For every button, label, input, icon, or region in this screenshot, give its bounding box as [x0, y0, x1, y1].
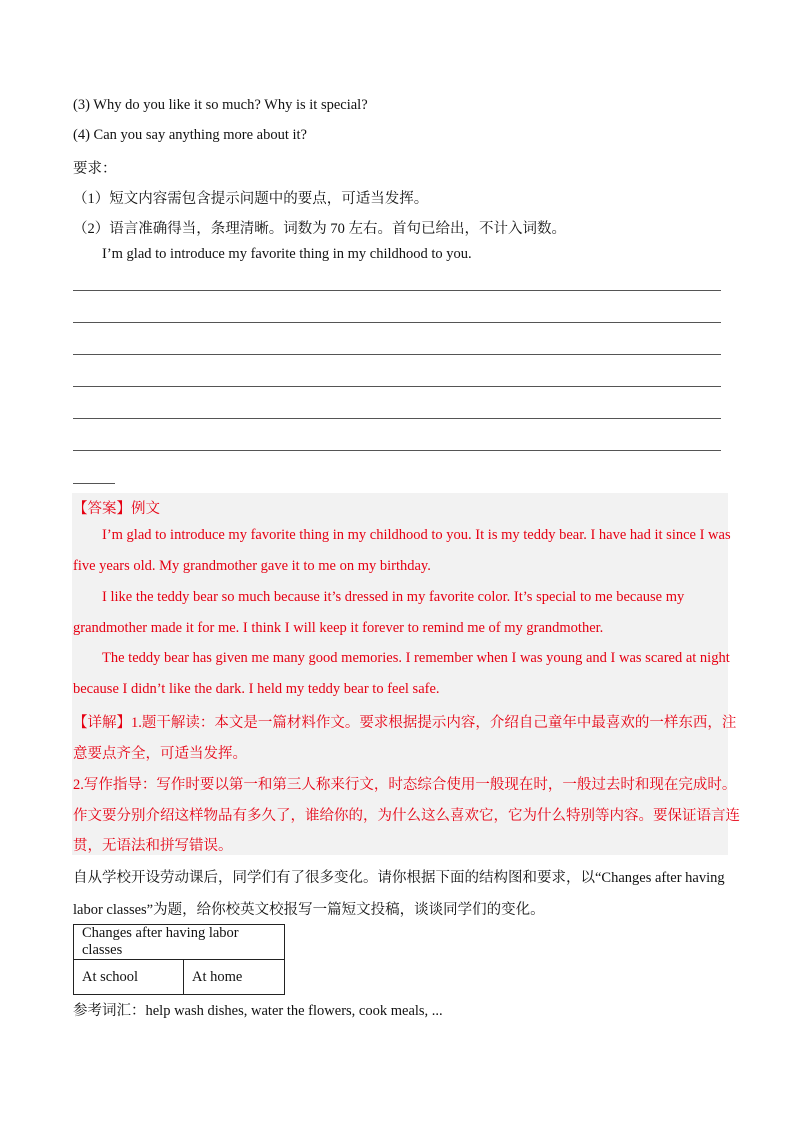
- answer-p1-line1: I’m glad to introduce my favorite thing in my childhood to you. It is my teddy bear. I have had it since I was: [102, 527, 731, 543]
- writing-line: [73, 418, 721, 419]
- answer-p2-line2: grandmother made it for me. I think I will keep it forever to remind me of my grandmother.: [73, 620, 604, 636]
- answer-label: 【答案】例文: [73, 501, 160, 517]
- writing-line: [73, 386, 721, 387]
- structure-table: [73, 924, 285, 995]
- answer-p2-line1: I like the teddy bear so much because it’s dressed in my favorite color. It’s special to me because my: [102, 589, 685, 605]
- explanation-line5: 贯，无语法和拼写错误。: [73, 838, 233, 854]
- answer-p1-line2: five years old. My grandmother gave it to me on my birthday.: [73, 558, 431, 574]
- answer-p3-line1: The teddy bear has given me many good memories. I remember when I was young and I was scared at night: [102, 650, 730, 666]
- vocab-hint: 参考词汇：help wash dishes, water the flowers, cook meals, ...: [73, 1003, 443, 1019]
- requirement-2: （2）语言准确得当，条理清晰。词数为 70 左右。首句已给出，不计入词数。: [73, 221, 566, 237]
- writing-line: [73, 354, 721, 355]
- explanation-line1: 【详解】1.题干解读：本文是一篇材料作文。要求根据提示内容，介绍自己童年中最喜欢的一样东西，注: [73, 715, 737, 731]
- writing-line: [73, 322, 721, 323]
- task-prompt-line1: 自从学校开设劳动课后，同学们有了很多变化。请你根据下面的结构图和要求，以“Changes after having: [73, 870, 725, 886]
- writing-line: [73, 290, 721, 291]
- explanation-line2: 意要点齐全，可适当发挥。: [73, 746, 247, 762]
- answer-section: [72, 493, 728, 855]
- requirements-heading: 要求：: [73, 161, 117, 177]
- writing-line: [73, 450, 721, 451]
- requirement-1: （1）短文内容需包含提示问题中的要点，可适当发挥。: [73, 191, 429, 207]
- explanation-line4: 作文要分别介绍这样物品有多久了，谁给你的，为什么这么喜欢它，它为什么特别等内容。要保证语言连: [73, 808, 740, 824]
- writing-line-short: [73, 483, 115, 484]
- explanation-line3: 2.写作指导：写作时要以第一和第三人称来行文，时态综合使用一般现在时，一般过去时和现在完成时。: [73, 777, 737, 793]
- structure-cell-home: At home: [184, 960, 285, 995]
- question-4: (4) Can you say anything more about it?: [73, 127, 307, 143]
- answer-p3-line2: because I didn’t like the dark. I held my teddy bear to feel safe.: [73, 681, 440, 697]
- question-3: (3) Why do you like it so much? Why is it special?: [73, 97, 368, 113]
- structure-cell-school: At school: [74, 960, 184, 995]
- structure-table-header: Changes after having labor classes: [74, 925, 285, 960]
- task-prompt-line2: labor classes”为题，给你校英文校报写一篇短文投稿，谈谈同学们的变化。: [73, 902, 545, 918]
- first-sentence: I’m glad to introduce my favorite thing in my childhood to you.: [102, 246, 472, 262]
